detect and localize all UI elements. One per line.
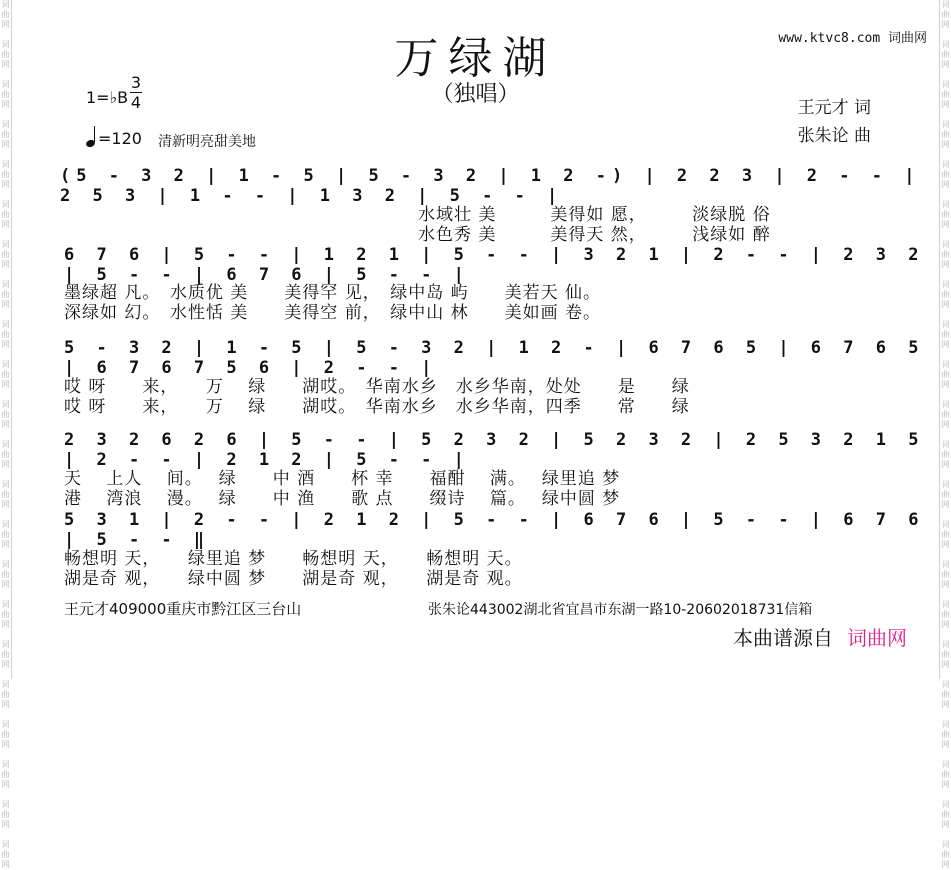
lyric-row-1a: 水域壮 美 美得如 愿， 淡绿脱 俗 bbox=[418, 205, 771, 225]
lyric-row-2a: 墨绿超 凡。 水质优 美 美得罕 见， 绿中岛 屿 美若天 仙。 bbox=[64, 283, 602, 303]
time-signature bbox=[130, 74, 142, 111]
lyric-row-2b: 深绿如 幻。 水性恬 美 美得空 前， 绿中山 林 美如画 卷。 bbox=[64, 303, 602, 323]
notation-row-4: 2 3 2 6 2 6 | 5 - - | 5 2 3 2 | 5 2 3 2 | 2 5 3 2 1 5 | 2 - - | 2 1 2 | 5 - - | bbox=[64, 430, 925, 470]
song-title: 万绿湖 bbox=[394, 33, 557, 84]
note-stem-icon bbox=[94, 126, 95, 142]
tempo-marking bbox=[86, 128, 142, 148]
source-brand-link[interactable]: 词曲网 bbox=[847, 626, 907, 650]
notation-row-5: 5 3 1 | 2 - - | 2 1 2 | 5 - - | 6 7 6 | 5 - - | 6 7 6 | 5 - - ‖ bbox=[64, 510, 925, 550]
notation-row-1: (5 - 3 2 | 1 - 5 | 5 - 3 2 | 1 2 -) | 2 2 3 | 2 - - | 2 5 3 | 1 - - | 1 3 2 | 5 - - | bbox=[60, 166, 921, 206]
lyric-row-3a: 哎 呀 来， 万 绿 湖哎。 华南水乡 水乡华南，处处 是 绿 bbox=[64, 377, 690, 397]
meter-bottom: 4 bbox=[130, 93, 142, 112]
lyric-row-4b: 港 湾浪 漫。 绿 中 渔 歌 点 缀诗 篇。 绿中圆 梦 bbox=[64, 489, 621, 509]
lyric-row-3b: 哎 呀 来， 万 绿 湖哎。 华南水乡 水乡华南，四季 常 绿 bbox=[64, 397, 690, 417]
meter-top: 3 bbox=[130, 73, 142, 92]
song-subtitle: （独唱） bbox=[431, 82, 520, 107]
lyric-row-5a: 畅想明 天， 绿里追 梦 畅想明 天， 畅想明 天。 bbox=[64, 549, 523, 569]
notation-row-3: 5 - 3 2 | 1 - 5 | 5 - 3 2 | 1 2 - | 6 7 6 5 | 6 7 6 5 | 6 7 6 7 5 6 | 2 - - | bbox=[64, 338, 925, 378]
right-watermark-strip: 词 曲 网 词 曲 网 词 曲 网 词 曲 网 词 曲 网 词 曲 网 词 曲 网 词 曲 网 词 曲 网 词 曲 网 词 曲 网 词 曲 网 词 曲 网 词 曲 网 词 曲 网 词 曲 网 词 曲 网 词 曲 网 词 曲 网 词 曲 网 词 曲 网 词 曲 网 bbox=[941, 0, 950, 869]
source-credit bbox=[733, 622, 907, 651]
notation-row-2: 6 7 6 | 5 - - | 1 2 1 | 5 - - | 3 2 1 | 2 - - | 2 3 2 | 5 - - | 6 7 6 | 5 - - | bbox=[64, 245, 925, 285]
lyric-row-5b: 湖是奇 观， 绿中圆 梦 湖是奇 观， 湖是奇 观。 bbox=[64, 569, 523, 589]
composer-address: 张朱论443002湖北省宜昌市东湖一路10-20602018731信箱 bbox=[428, 602, 813, 618]
lyricist-address: 王元才409000重庆市黔江区三台山 bbox=[64, 600, 302, 618]
source-label: 本曲谱源自 bbox=[733, 626, 833, 650]
left-watermark-strip: 词 曲 网 词 曲 网 词 曲 网 词 曲 网 词 曲 网 词 曲 网 词 曲 网 词 曲 网 词 曲 网 词 曲 网 词 曲 网 词 曲 网 词 曲 网 词 曲 网 词 曲 网 词 曲 网 词 曲 网 词 曲 网 词 曲 网 词 曲 网 词 曲 网 词 曲 网 bbox=[1, 0, 10, 869]
site-url[interactable]: www.ktvc8.com 词曲网 bbox=[778, 31, 927, 46]
composer-credit: 张朱论 曲 bbox=[797, 126, 871, 146]
expression-marking: 清新明亮甜美地 bbox=[158, 134, 256, 150]
lyric-row-4a: 天 上人 间。 绿 中 酒 杯 幸 福酣 满。 绿里追 梦 bbox=[64, 469, 621, 489]
lyricist-credit: 王元才 词 bbox=[797, 98, 871, 118]
key-signature: 1=♭B bbox=[86, 88, 129, 107]
lyric-row-1b: 水色秀 美 美得天 然， 浅绿如 醉 bbox=[418, 225, 771, 245]
tempo-value: =120 bbox=[98, 129, 142, 148]
